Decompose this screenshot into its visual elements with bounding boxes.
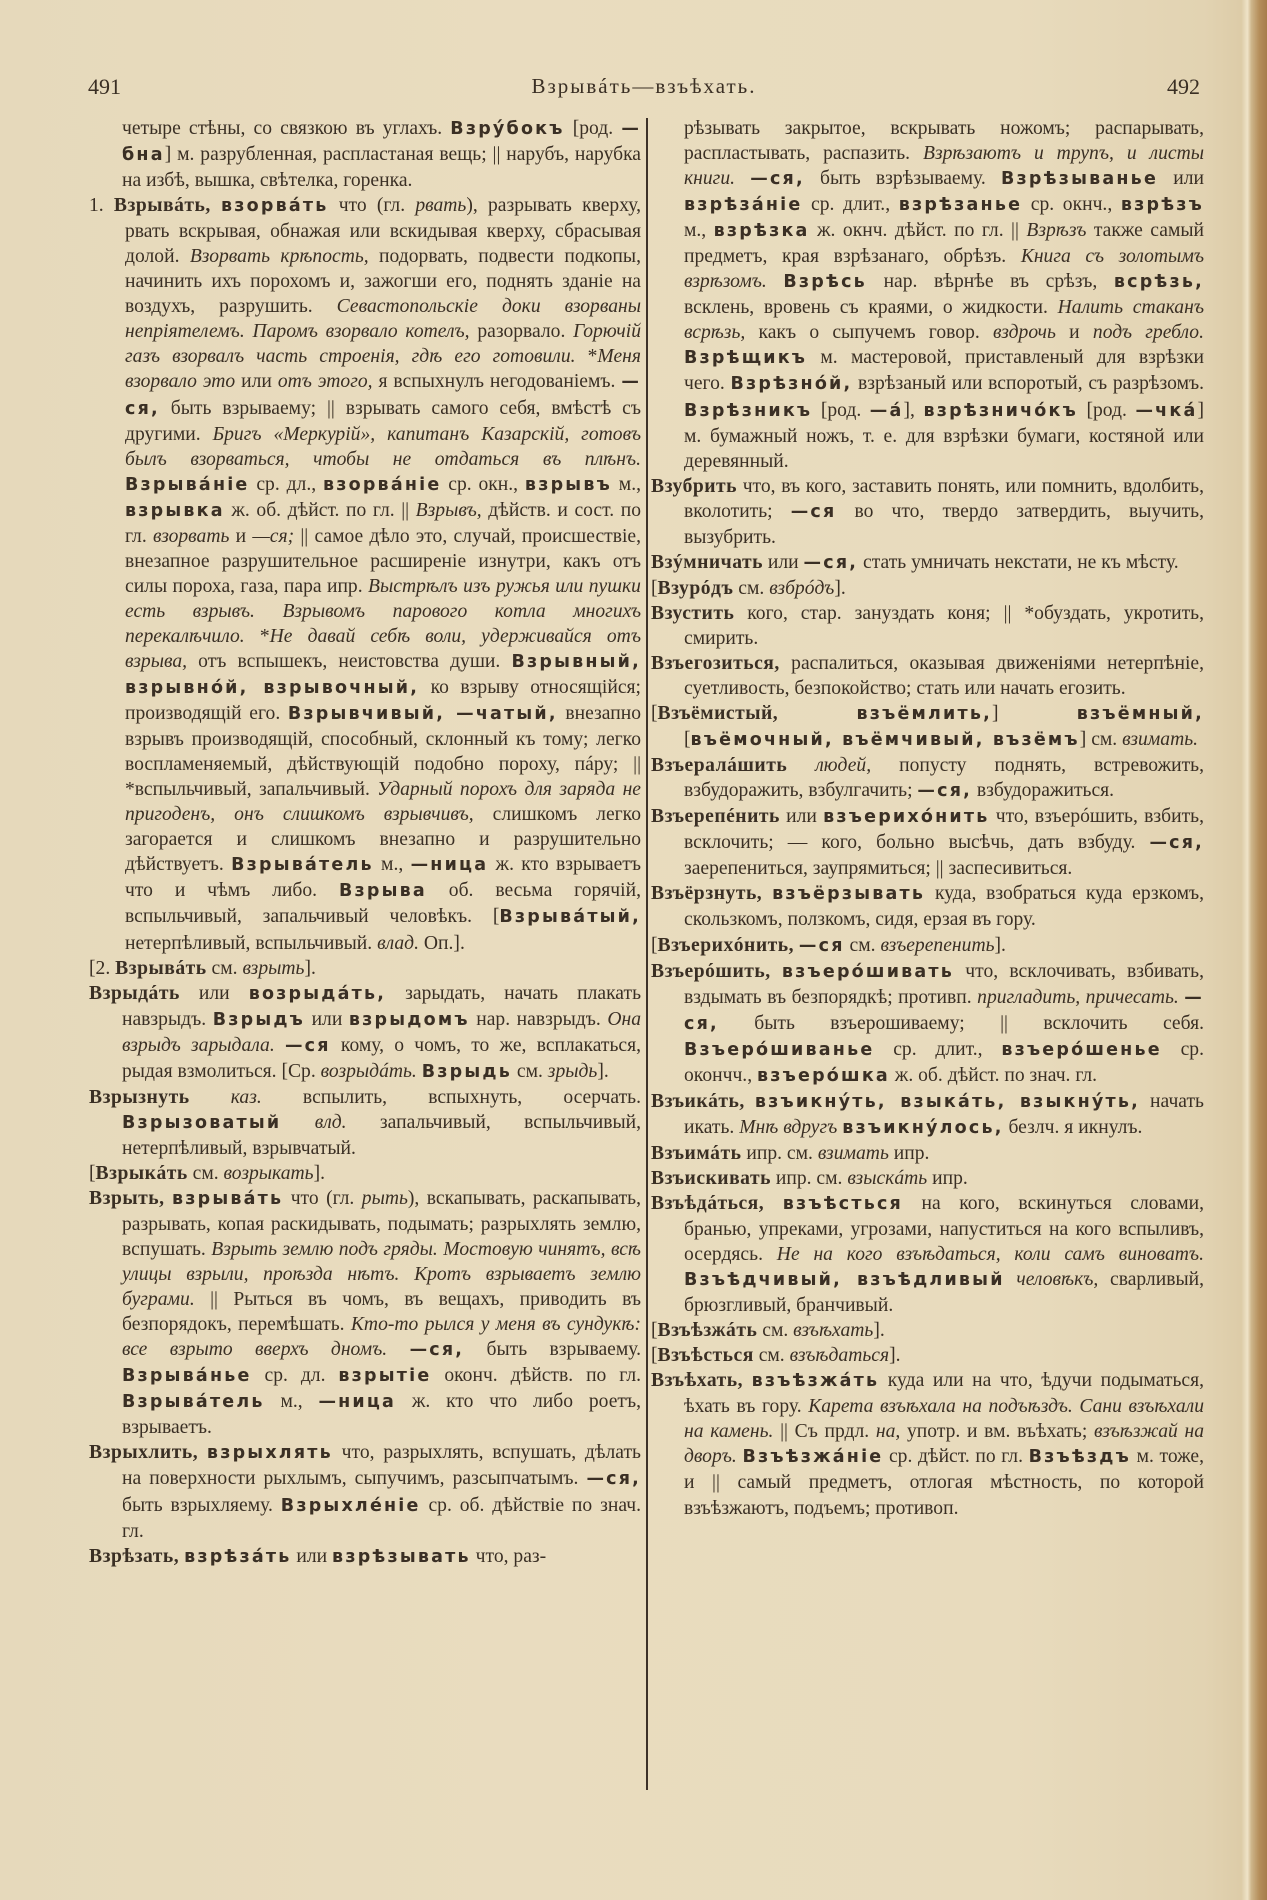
dictionary-entry: Взубрить что, въ кого, заставить понять, или помнить, вдолбить, вколотить; —ся во что, твердо затвердить, выучить, вызубрить. (651, 475, 1204, 548)
dictionary-entry: Взъимáть ипр. см. взимать ипр. (651, 1142, 930, 1164)
dictionary-entry: Взрыть, взрывáть что (гл. рыть), вскапывать, раскапывать, разрывать, копая раскидывать, подымать; разрыхлять землю, вспушать. Взрыть землю подъ гряды. Мостовую чинятъ, всѣ улицы взрыли, проѣзда нѣтъ. Кротъ взрываетъ землю буграми. || Рыться въ чомъ, въ вещахъ, приводить въ безпорядокъ, перемѣшать. Кто-то рылся у меня въ сундукѣ: все взрыто вверхъ дномъ. —ся, быть взрываему. Взрывáнье ср. дл. взрытіе оконч. дѣйств. по гл. Взрывáтель м., —ница ж. кто что либо роетъ, взрываетъ. (89, 1187, 642, 1439)
dictionary-entry: [Взъѣзжáть см. взъѣхать]. (651, 1320, 885, 1342)
right-column (651, 116, 1204, 1521)
dictionary-entry: Взъегозиться, распалиться, оказывая движеніями нетерпѣніе, суетливость, безпокойство; стать или начать егозить. (651, 652, 1204, 700)
dictionary-entry: Взýмничать или —ся, стать умничать некстати, не къ мѣсту. (651, 551, 1179, 573)
dictionary-entry: Взрызнуть каз. вспылить, вспыхнуть, осерчать. Взрызоватый влд. запальчивый, вспыльчивый, нетерпѣливый, взрывчатый. (89, 1086, 641, 1159)
dictionary-entry: Взъикáть, взъикнýть, взыкáть, взыкнýть, начать икать. Мнѣ вдругъ взъикнýлось, безлч. я икнулъ. (651, 1090, 1204, 1138)
dictionary-entry: Взъискивать ипр. см. взыскáть ипр. (651, 1167, 968, 1189)
dictionary-entry: Взъёрзнуть, взъёрзывать куда, взобраться куда ерзкомъ, скользкомъ, ползкомъ, сидя, ерзая въ гору. (651, 883, 1204, 931)
running-head: Взрывáть—взъѣхать. (531, 74, 757, 98)
dictionary-entry: Взустить кого, стар. зануздать коня; || *обуздать, укротить, смирить. (651, 602, 1204, 649)
dictionary-entry: Взъѣдáться, взъѣсться на кого, вскинуться словами, бранью, упреками, угрозами, напуститься на кого вспыливъ, осердясь. Не на кого взъѣдаться, коли самъ виноватъ. Взъѣдчивый, взъѣдливый человѣкъ, сварливый, брюзгливый, бранчивый. (651, 1192, 1204, 1317)
dictionary-entry: [Взрыкáть см. возрыкать]. (89, 1162, 326, 1184)
dictionary-entry: Взъѣхать, взъѣзжáть куда или на что, ѣдучи подыматься, ѣхать въ гору. Карета взъѣхала на подъѣздъ. Сани взъѣхали на камень. || Съ прдл. на, употр. и вм. въѣхать; взъѣзжай на дворъ. Взъѣзжáніе ср. дѣйст. по гл. Взъѣздъ м. тоже, и || самый предметъ, отлогая мѣстность, по которой взъѣзжаютъ, подъемъ; противоп. (651, 1370, 1205, 1519)
column-divider (646, 118, 648, 1790)
dictionary-entry: Взъералáшить людей, попусту поднять, встревожить, взбудоражить, взбулгачить; —ся, взбудоражиться. (651, 755, 1204, 802)
page-number-left: 491 (88, 74, 121, 99)
book-binding-edge (1241, 0, 1267, 1900)
dictionary-entry: [Взъерихóнить, —ся см. взъерепенить]. (651, 934, 1006, 956)
dictionary-entry: [Взурóдъ см. взбрóдъ]. (651, 577, 846, 599)
dictionary-entry: Взрыдáть или возрыдáть, зарыдать, начать плакать навзрыдъ. Взрыдъ или взрыдомъ нар. навзрыдъ. Она взрыдъ зарыдала. —ся кому, о чомъ, то же, всплакаться, рыдая взмолиться. [Ср. возрыдáть. Взрыдь см. зрыдь]. (89, 982, 642, 1082)
dictionary-entry: Взъерóшить, взъерóшивать что, всклочивать, взбивать, вздымать въ безпорядкѣ; противп. пригладить, причесать. —ся, быть взъерошиваему; || всклочить себя. Взъерóшиванье ср. длит., взъерóшенье ср. окончч., взъерóшка ж. об. дѣйст. по знач. гл. (651, 960, 1204, 1086)
dictionary-entry: [Взъѣсться см. взъѣдаться]. (651, 1345, 901, 1367)
dictionary-entry: четыре стѣны, со связкою въ углахъ. Взрýбокъ [род. —бна] м. разрубленная, распластаная вещь; || нарубъ, нарубка на избѣ, вышка, свѣтелка, горенка. (122, 118, 642, 192)
dictionary-entry: Взрѣзать, взрѣзáть или взрѣзывать что, раз- (89, 1545, 547, 1567)
dictionary-entry: 1. Взрывáть, взорвáть что (гл. рвать), разрывать кверху, рвать вскрывая, обнажая или вскидывая кверху, сбрасывая долой. Взорвать крѣпость, подорвать, подвести подкопы, начинить ихъ порохомъ и, зажогши его, поднять зданіе на воздухъ, разрушить. Севастопольскіе доки взорваны непріятелемъ. Паромъ взорвало котелъ, разорвало. Горючій газъ взорвалъ часть строенія, гдѣ его готовили. *Меня взорвало это или отъ этого, я вспыхнулъ негодованіемъ. —ся, быть взрываему; || взрывать самого себя, вмѣстѣ съ другими. Бригъ «Меркурій», капитанъ Казарскій, готовъ былъ взорваться, чтобы не отдаться въ плѣнъ. Взрывáніе ср. дл., взорвáніе ср. окн., взрывъ м., взрывка ж. об. дѣйст. по гл. || Взрывъ, дѣйств. и сост. по гл. взорвать и —ся; || самое дѣло это, случай, происшествіе, внезапное разрушительное расширеніе изнутри, какъ отъ силы пороха, газа, пара ипр. Выстрѣлъ изъ ружья или пушки есть взрывъ. Взрывомъ парового котла многихъ перекалѣчило. *Не давай себѣ воли, удерживайся отъ взрыва, отъ вспышекъ, неистовства души. Взрывный, взрывнóй, взрывочный, ко взрыву относящійся; производящій его. Взрывчивый, —чатый, внезапно взрывъ производящій, способный, склонный къ тому; легко воспламеняемый, дѣйствующій подобно пороху, пáру; || *вспыльчивый, запальчивый. Ударный порохъ для заряда не пригоденъ, онъ слишкомъ взрывчивъ, слишкомъ легко загорается и слишкомъ внезапно и разрушительно дѣйствуетъ. Взрывáтель м., —ница ж. кто взрываетъ что и чѣмъ либо. Взрыва об. весьма горячій, вспыльчивый, запальчивый человѣкъ. [Взрывáтый, нетерпѣливый, вспыльчивый. влад. Оп.]. (89, 195, 642, 954)
dictionary-entry: рѣзывать закрытое, вскрывать ножомъ; распарывать, распластывать, распазить. Взрѣзаютъ и трупъ, и листы книги. —ся, быть взрѣзываему. Взрѣзыванье или взрѣзáніе ср. длит., взрѣзанье ср. окнч., взрѣзъ м., взрѣзка ж. окнч. дѣйст. по гл. || Взрѣзъ также самый предметъ, края взрѣзанаго, обрѣзъ. Книга съ золотымъ взрѣзомъ. Взрѣсь нар. вѣрнѣе въ срѣзъ, всрѣзь, всклень, вровень съ краями, о жидкости. Налить стаканъ всрѣзь, какъ о сыпучемъ говор. вздрочь и подъ гребло. Взрѣщикъ м. мастеровой, приставленый для взрѣзки чего. Взрѣзнóй, взрѣзаный или вспоротый, съ разрѣзомъ. Взрѣзникъ [род. —á], взрѣзничóкъ [род. —чкá] м. бумажный ножъ, т. е. для взрѣзки бумаги, костяной или деревянный. (684, 118, 1205, 472)
page-number-right: 492 (1167, 74, 1200, 99)
dictionary-entry: [Взъёмистый, взъёмлить,] взъёмный, [въёмочный, въёмчивый, възёмъ] см. взимать. (651, 703, 1204, 751)
dictionary-entry: Взрыхлить, взрыхлять что, разрыхлять, вспушать, дѣлать на поверхности рыхлымъ, сыпучимъ, разсыпчатымъ. —ся, быть взрыхляему. Взрыхлéніе ср. об. дѣйствіе по знач. гл. (89, 1442, 641, 1542)
dictionary-entry: [2. Взрывáть см. взрыть]. (89, 957, 316, 979)
page-header (88, 74, 1200, 102)
dictionary-entry: Взъерепéнить или взъерихóнить что, взъерóшить, взбить, всклочить; — кого, больно высѣчь, дать взбуду. —ся, заерепениться, заупрямиться; || заспесивиться. (651, 806, 1204, 880)
left-column (89, 116, 641, 1570)
